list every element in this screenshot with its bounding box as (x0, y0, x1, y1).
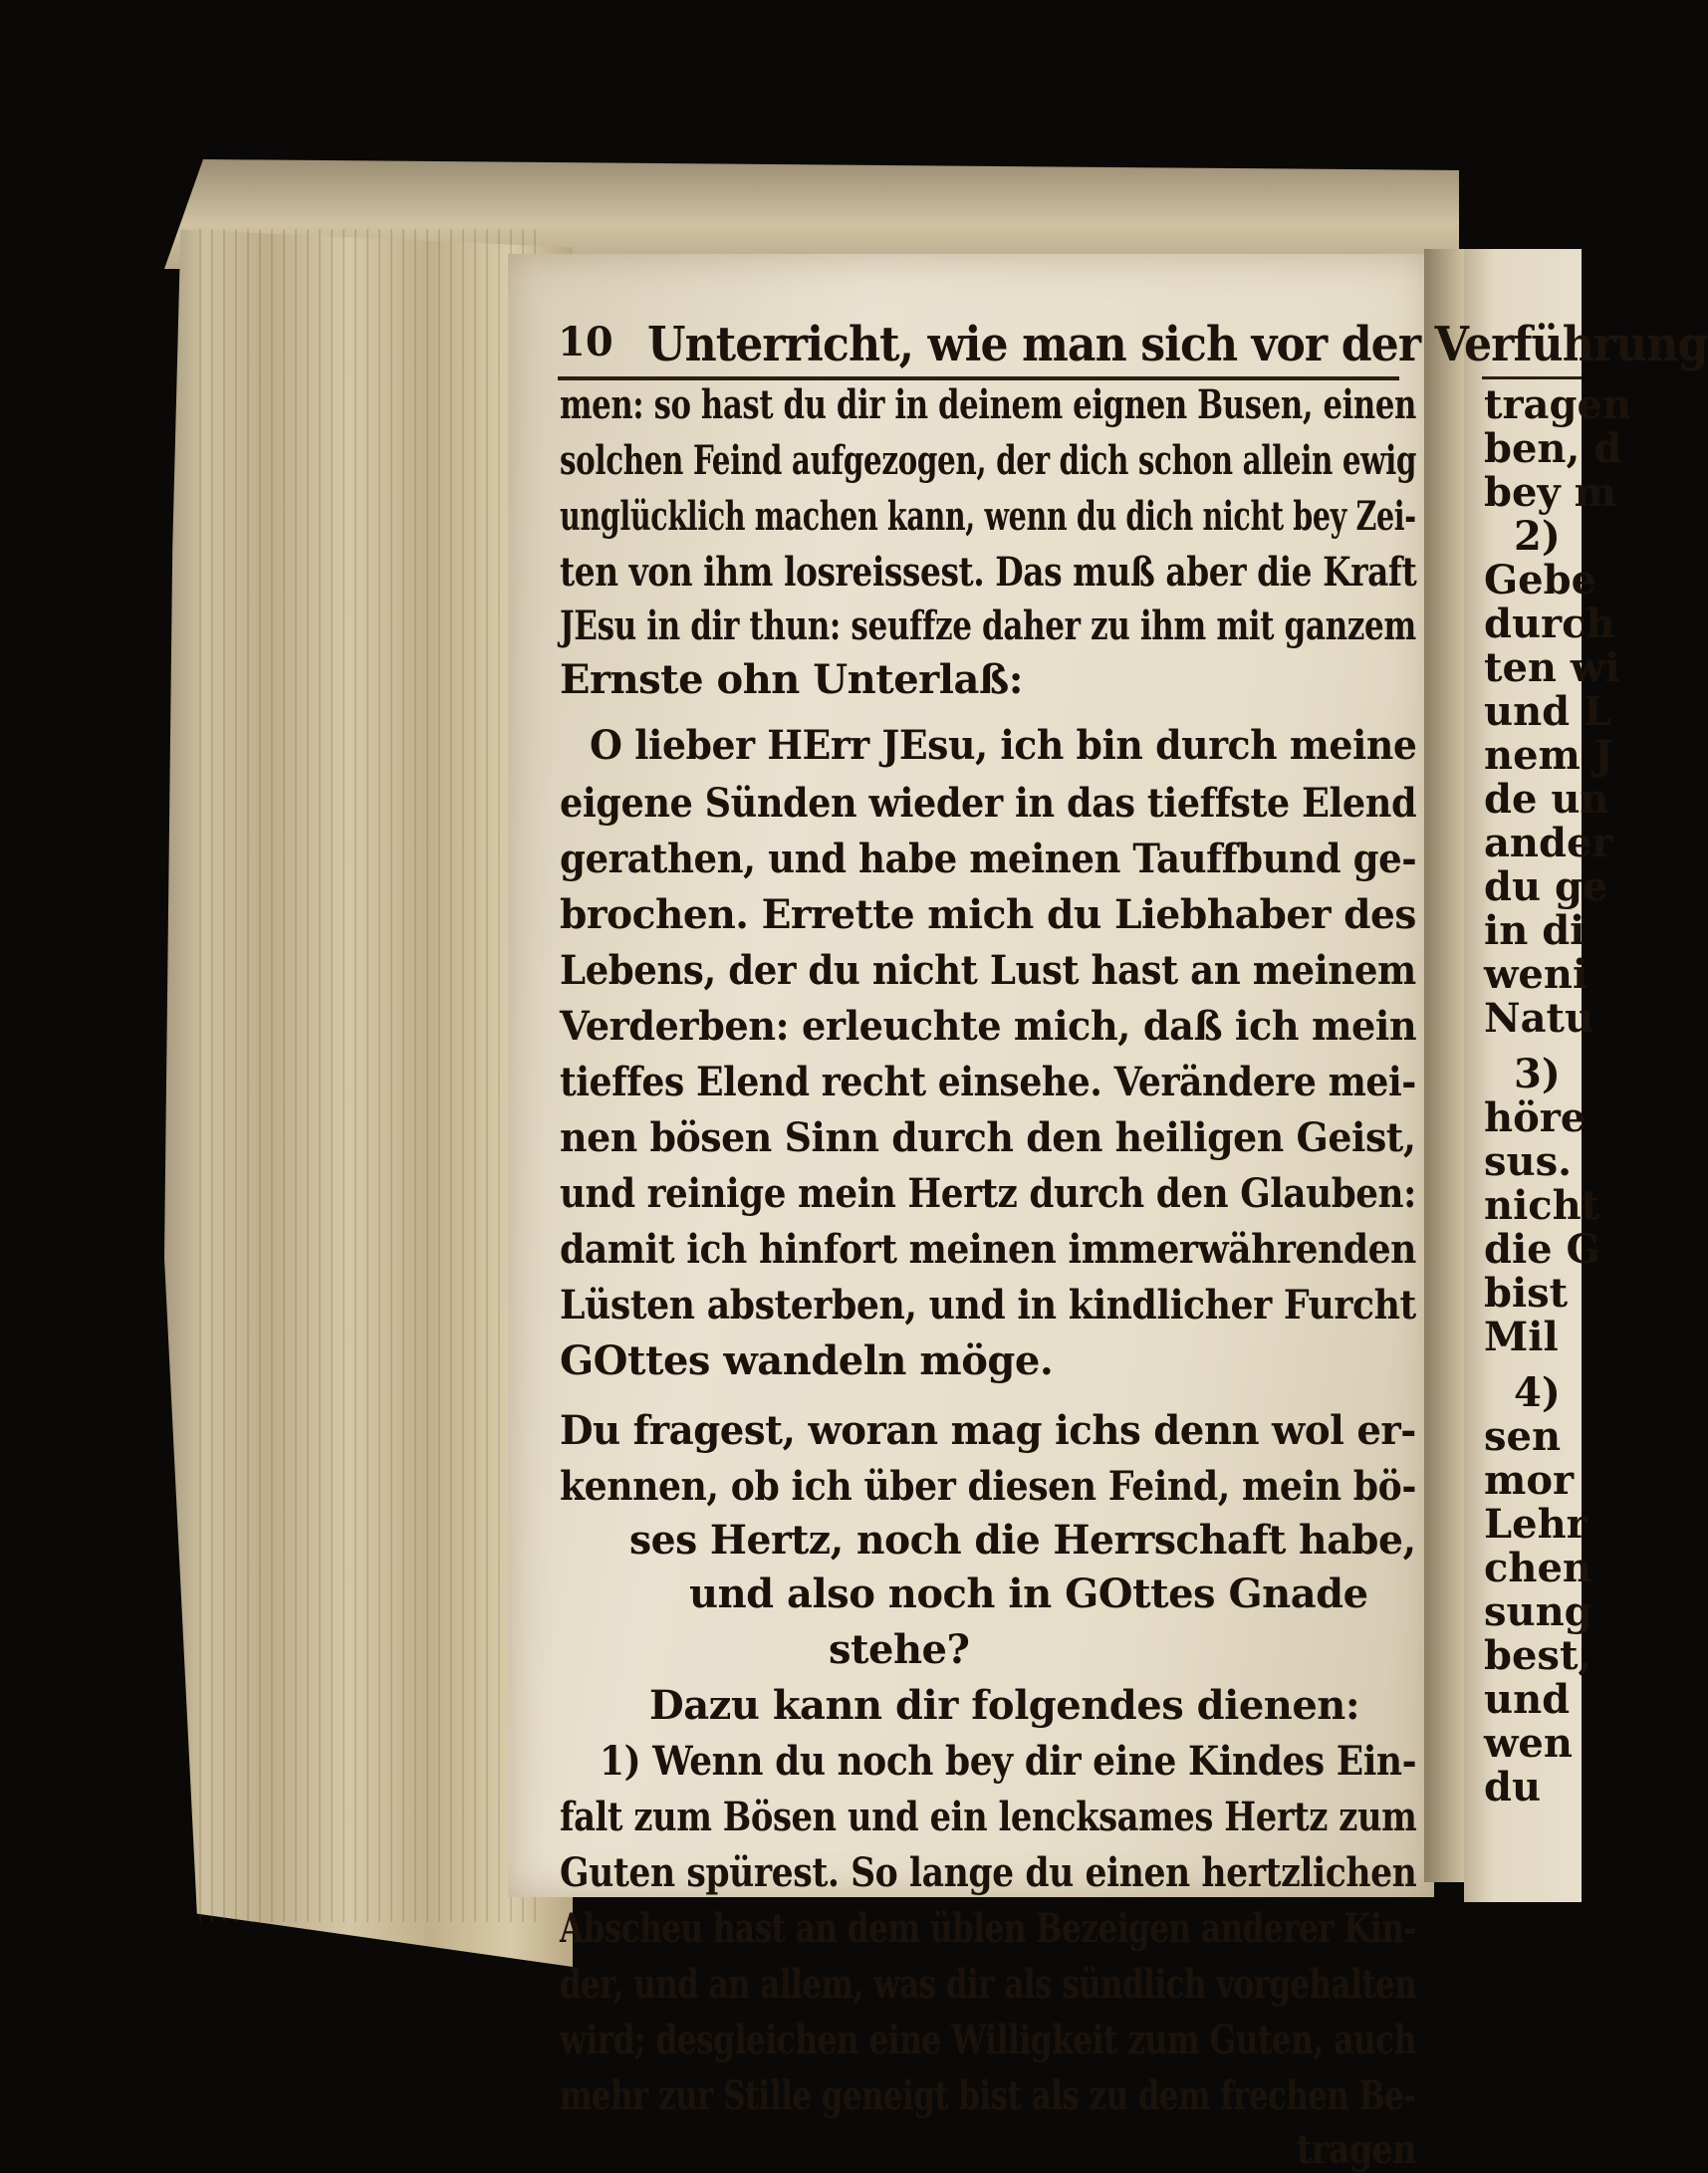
right-text-line: höre (1484, 1094, 1586, 1141)
right-text-line: wen (1484, 1720, 1573, 1767)
text-line: mehr zur Stille geneigt bist als zu dem frechen Be- (560, 2072, 1416, 2119)
right-text-line: 4) (1514, 1369, 1561, 1416)
right-text-line: in di (1484, 907, 1586, 954)
text-line: Lebens, der du nicht Lust hast an meinem (560, 947, 1416, 994)
text-line: der, und an allem, was dir als sündlich vorgehalten (560, 1961, 1417, 2008)
text-line: O lieber HErr JEsu, ich bin durch meine (590, 722, 1417, 769)
text-line: unglücklich machen kann, wenn du dich nicht bey Zei- (560, 493, 1416, 540)
right-text-line: Mil (1484, 1314, 1559, 1360)
text-line: tragen (1297, 2126, 1416, 2173)
text-line: tieffes Elend recht einsehe. Verändere mei- (560, 1059, 1416, 1105)
right-text-line: und L (1484, 688, 1612, 735)
right-text-line: Lehr (1484, 1501, 1587, 1548)
page-number: 10 (558, 319, 613, 365)
text-line: ses Hertz, noch die Herrschaft habe, (629, 1517, 1416, 1564)
right-text-line: nicht (1484, 1182, 1600, 1229)
page-edge-lines (199, 229, 538, 1922)
right-text-line: tragen (1484, 381, 1631, 428)
right-header-rule (1482, 376, 1582, 379)
right-text-line: und (1484, 1676, 1571, 1723)
text-line: falt zum Bösen und ein lencksames Hertz zum (560, 1794, 1417, 1840)
text-line: eigene Sünden wieder in das tieffste Elend (560, 780, 1417, 827)
text-line: JEsu in dir thun: seuffze daher zu ihm mit ganzem (560, 603, 1416, 649)
right-text-line: 3) (1514, 1051, 1561, 1097)
text-line: Du fragest, woran mag ichs denn wol er- (560, 1407, 1416, 1454)
right-text-line: Natu (1484, 995, 1594, 1042)
text-line: damit ich hinfort meinen immerwährenden (560, 1226, 1417, 1273)
text-line: Guten spürest. So lange du einen hertzlichen (560, 1849, 1417, 1896)
text-line: GOttes wandeln möge. (560, 1337, 1054, 1384)
right-text-line: du (1484, 1764, 1542, 1811)
right-text-line: bey m (1484, 469, 1616, 516)
text-line: Lüsten absterben, und in kindlicher Furcht (560, 1282, 1416, 1328)
right-page-text (1484, 381, 1631, 1811)
right-text-line: mor (1484, 1457, 1575, 1504)
right-text-line: 2) (1514, 513, 1561, 560)
right-text-line: sung (1484, 1588, 1592, 1635)
page-header (558, 317, 1708, 378)
book-gutter (1424, 249, 1464, 1882)
text-line: ten von ihm losreissest. Das muß aber die Kraft (560, 549, 1417, 596)
right-text-line: durch (1484, 601, 1615, 647)
right-text-line: best, (1484, 1632, 1592, 1679)
text-line: Dazu kann dir folgendes dienen: (649, 1682, 1360, 1729)
right-text-line: die G (1484, 1226, 1600, 1273)
text-line: kennen, ob ich über diesen Feind, mein bö- (560, 1463, 1416, 1510)
text-line: nen bösen Sinn durch den heiligen Geist, (560, 1114, 1416, 1161)
text-line: Verderben: erleuchte mich, daß ich mein (560, 1003, 1417, 1050)
text-line: wird; desgleichen eine Willigkeit zum Guten, auch (560, 2017, 1416, 2063)
text-line: solchen Feind aufgezogen, der dich schon allein ewig (560, 437, 1417, 484)
text-line: 1) Wenn du noch bey dir eine Kindes Ein- (600, 1738, 1417, 1785)
text-line: gerathen, und habe meinen Tauffbund ge- (560, 836, 1417, 882)
text-line: brochen. Errette mich du Liebhaber des (560, 891, 1416, 938)
right-text-line: ben, d (1484, 425, 1622, 472)
right-text-line: de un (1484, 776, 1609, 823)
right-text-line: Gebe (1484, 557, 1597, 604)
right-text-line: ten wi (1484, 644, 1620, 691)
right-text-line: du ge (1484, 863, 1608, 910)
header-rule (558, 376, 1399, 380)
running-head: Unterricht, wie man sich vor der Verführung (647, 317, 1708, 372)
text-line: Abscheu hast an dem üblen Bezeigen anderer Kin- (560, 1905, 1416, 1952)
text-line: und reinige mein Hertz durch den Glauben: (560, 1170, 1416, 1217)
right-text-line: nem J (1484, 732, 1613, 779)
right-text-line: ander (1484, 820, 1613, 866)
text-line: Ernste ohn Unterlaß: (560, 656, 1024, 703)
text-line: stehe? (829, 1626, 970, 1673)
text-line: men: so hast du dir in deinem eignen Busen, einen (560, 381, 1417, 428)
right-text-line: sen (1484, 1413, 1562, 1460)
right-text-line: weni (1484, 951, 1588, 998)
right-text-line: sus. (1484, 1138, 1573, 1185)
right-text-line: chen (1484, 1545, 1591, 1591)
right-text-line: bist (1484, 1270, 1569, 1317)
text-line: und also noch in GOttes Gnade (689, 1570, 1368, 1617)
